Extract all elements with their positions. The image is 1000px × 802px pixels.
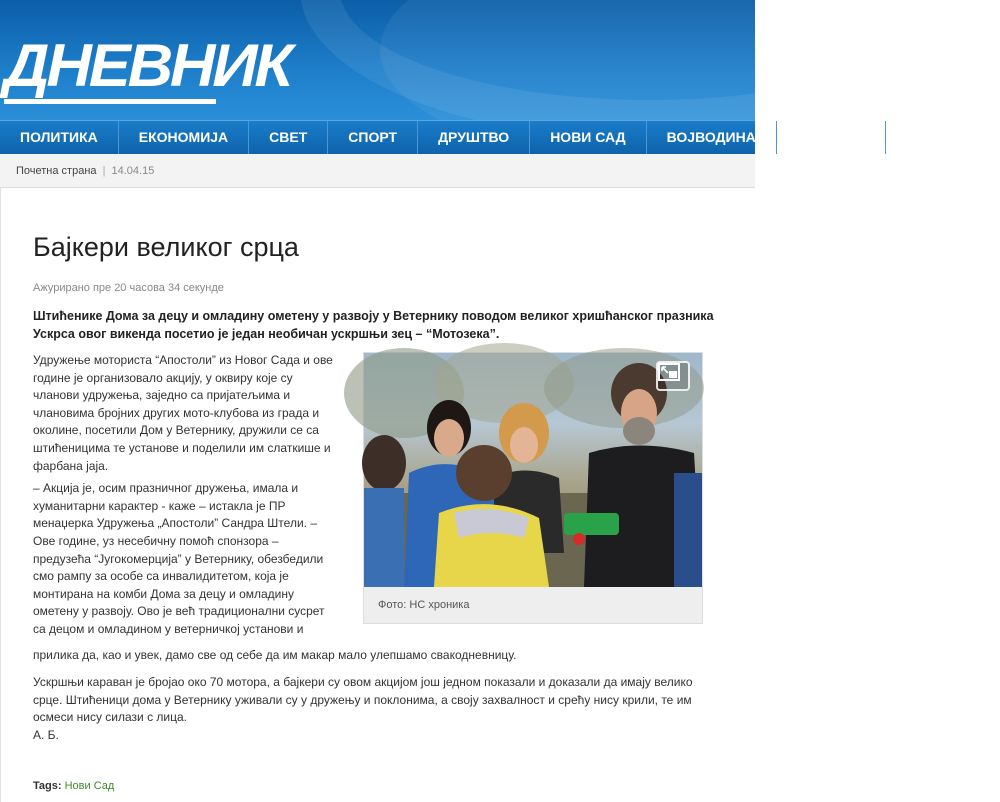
article-photo-box [363, 352, 703, 624]
breadcrumb-date: 14.04.15 [111, 165, 155, 177]
article-body-column [33, 352, 338, 644]
article-signature: А. Б. [33, 728, 59, 742]
breadcrumb [0, 154, 755, 188]
photo-caption: Фото: НС хроника [378, 599, 470, 611]
nav-item-novi-sad[interactable]: НОВИ САД [530, 121, 646, 154]
photo-expand-button[interactable] [656, 361, 690, 391]
nav-item-ekonomija[interactable]: ЕКОНОМИЈА [119, 121, 249, 154]
site-logo[interactable]: ДНЕВНИК [4, 32, 291, 99]
tag-link[interactable]: Нови Сад [64, 780, 115, 792]
article-paragraph: прилика да, као и увек, дамо све од себе да им макар мало улепшамо свакодневницу. [33, 648, 517, 662]
article-photo[interactable] [364, 353, 702, 587]
article-tags [33, 780, 114, 792]
article-updated: Ажурирано пре 20 часова 34 секунде [33, 282, 224, 294]
article-paragraph: Ускршњи караван је бројао око 70 мотора, а бајкери су овом акцијом још једном показали и доказали да имају велико срце. Штићеници дома у Ветернику уживали су у дружењу и поклонима, а своју захвалност и срећу нису крили, те им осмеси нису силази с лица. [33, 675, 693, 725]
nav-item-svet[interactable]: СВЕТ [249, 121, 328, 154]
site-header [0, 0, 755, 120]
nav-item-sport[interactable]: СПОРТ [328, 121, 418, 154]
photo-illustration [364, 353, 702, 587]
article-title: Бајкери великог срца [33, 232, 299, 262]
logo-underline [4, 99, 216, 104]
main-nav [0, 120, 866, 154]
article-paragraph: – Акција је, осим празничног дружења, имала и хуманитарни карактер - каже – истакла је ПР менаџерка Удружења „Апостоли” Сандра Штели. – Ове године, уз несебичну помоћ спонзора – предузећа “Југокомерција” у Ветернику, обезбедили смо рампу за особе са инвалидитетом, која је монтирана на комби Дома за децу и омладину ометену у развоју. Ово је већ традиционални сусрет са децом и омладином у ветерничкој установи и [33, 481, 325, 636]
tags-label: Tags: [33, 780, 62, 792]
breadcrumb-separator: | [102, 165, 106, 177]
expand-icon [658, 363, 680, 381]
breadcrumb-home-link[interactable]: Почетна страна [16, 165, 97, 177]
nav-item-vojvodina[interactable]: ВОЈВОДИНА [647, 121, 777, 154]
nav-item-drustvo[interactable]: ДРУШТВО [418, 121, 530, 154]
article-paragraph: Удружење моториста “Апостоли” из Новог Сада и ове године је организовало акцију, у оквиру које су чланови удружења, заједно са пријатељима и члановима бројних других мото-клубова из града и околине, посетили Дом у Ветернику, дружили се са штићеницима те установе и поделили им слаткише и фарбана јаја. [33, 353, 333, 473]
article-lead: Штићенике Дома за децу и омладину ометену у развоју у Ветернику поводом великог хришћанског празника Ускрса овог викенда посетио је један необичан ускршњи зец – “Мотозека”. [33, 309, 714, 341]
nav-item-politika[interactable]: ПОЛИТИКА [0, 121, 119, 154]
nav-item-hronika[interactable]: ХРОНИКА [777, 121, 886, 154]
